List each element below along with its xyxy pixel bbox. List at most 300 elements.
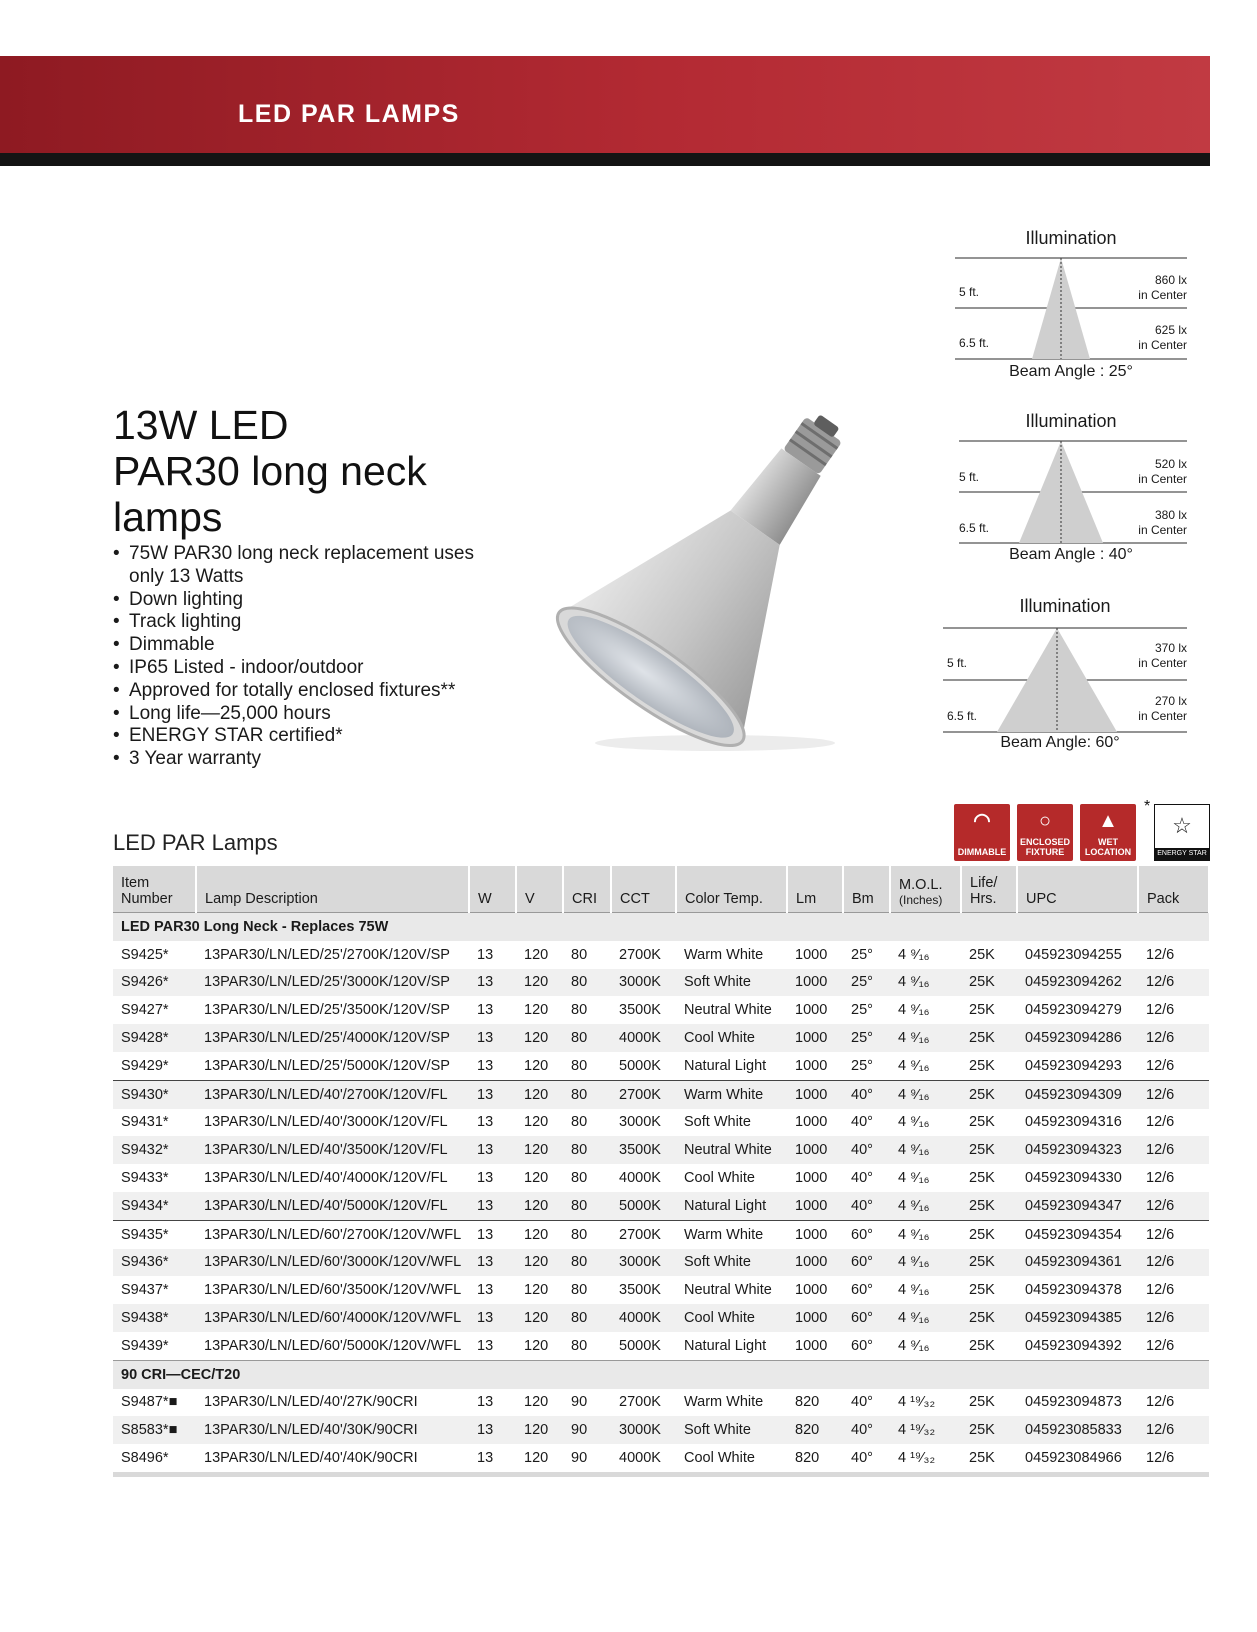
table-cell: 045923094354 <box>1017 1220 1138 1248</box>
table-cell: 25K <box>961 1304 1017 1332</box>
header-label: Number <box>121 891 173 907</box>
table-cell: 25° <box>851 946 873 963</box>
table-cell: 13PAR30/LN/LED/40'/27K/90CRI <box>204 1394 418 1411</box>
table-cell: 12/6 <box>1138 969 1209 997</box>
table-cell: 4 ⁹⁄₁₆ <box>898 1057 930 1074</box>
table-row <box>113 1164 1209 1192</box>
distance-label: 6.5 ft. <box>959 521 990 535</box>
table-cell: 12/6 <box>1138 1416 1209 1444</box>
product-title-line: 13W LED <box>113 402 289 448</box>
table-cell: 045923094323 <box>1017 1136 1138 1164</box>
table-cell: 12/6 <box>1146 1114 1175 1131</box>
distance-label: 5 ft. <box>947 656 968 670</box>
table-cell: S8496* <box>113 1444 196 1474</box>
lux-value: 860 lx <box>1154 273 1187 287</box>
feature-item: • 3 Year warranty <box>113 748 493 771</box>
table-row <box>113 1192 1209 1220</box>
col-watts: W <box>469 866 516 913</box>
table-cell: 13PAR30/LN/LED/40'/40K/90CRI <box>196 1444 469 1474</box>
table-cell: S9426* <box>113 969 196 997</box>
lux-value: 380 lx <box>1154 508 1187 522</box>
lux-value: 625 lx <box>1154 323 1187 337</box>
table-cell: 3500K <box>619 1002 661 1019</box>
table-cell: 120 <box>524 1057 549 1074</box>
table-cell: 25K <box>961 969 1017 997</box>
col-color-temp: Color Temp. <box>676 866 787 913</box>
table-cell: 120 <box>516 1304 563 1332</box>
table-cell: 13 <box>477 1170 494 1187</box>
table-cell: 820 <box>795 1394 820 1411</box>
lux-center: in Center <box>1138 709 1187 723</box>
feature-item: • Track lighting <box>113 611 493 634</box>
table-cell: 80 <box>563 1024 611 1052</box>
illumination-diagram <box>943 596 1187 751</box>
table-cell: 25K <box>961 1220 1017 1248</box>
product-title-line: lamps <box>113 494 223 540</box>
table-cell: 1000 <box>787 1024 843 1052</box>
table-cell: 120 <box>516 969 563 997</box>
header-banner <box>0 56 1210 153</box>
col-pack: Pack <box>1138 866 1209 913</box>
col-cct: CCT <box>611 866 676 913</box>
table-cell: 12/6 <box>1146 1337 1175 1354</box>
table-cell: 13PAR30/LN/LED/25'/3000K/120V/SP <box>196 969 469 997</box>
table-cell: 13 <box>477 1114 494 1131</box>
dimmer-arc-icon: ◠ <box>973 810 991 832</box>
energy-star-badge <box>1154 804 1210 861</box>
table-cell: 13PAR30/LN/LED/40'/5000K/120V/FL <box>196 1192 469 1220</box>
table-cell: Soft White <box>684 1114 751 1131</box>
lamp-image <box>545 405 880 780</box>
table-cell: 4 ⁹⁄₁₆ <box>890 1220 961 1248</box>
table-cell: 1000 <box>795 1282 828 1299</box>
table-cell: 12/6 <box>1146 1057 1175 1074</box>
table-cell: 5000K <box>619 1057 661 1074</box>
table-cell: 3000K <box>611 969 676 997</box>
table-cell: S9425* <box>121 946 169 963</box>
table-cell: 25K <box>969 946 995 963</box>
table-cell: 25K <box>961 1136 1017 1164</box>
table-cell: 120 <box>516 1080 563 1108</box>
lux-label <box>1138 641 1187 671</box>
page-title: LED PAR LAMPS <box>238 100 460 128</box>
table-cell: Warm White <box>676 1220 787 1248</box>
table-cell: 80 <box>571 1057 588 1074</box>
table-row <box>113 1024 1209 1052</box>
distance-label: 5 ft. <box>959 285 980 299</box>
table-cell: 1000 <box>787 1220 843 1248</box>
table-cell: 80 <box>563 1192 611 1220</box>
table-cell: 045923094279 <box>1025 1002 1122 1019</box>
table-cell: 80 <box>571 1282 588 1299</box>
table-cell: Soft White <box>676 969 787 997</box>
table-cell: 12/6 <box>1146 1002 1175 1019</box>
badge-label-line: LOCATION <box>1084 847 1132 857</box>
table-cell: 80 <box>571 1170 588 1187</box>
table-cell: 1000 <box>787 1249 843 1277</box>
table-cell: 40° <box>851 1114 873 1131</box>
table-cell: 13 <box>469 1220 516 1248</box>
table-cell: S9433* <box>121 1170 169 1187</box>
table-cell: Warm White <box>684 946 764 963</box>
spec-table-body <box>113 913 1209 1475</box>
table-cell: Neutral White <box>684 1282 772 1299</box>
table-cell: 13PAR30/LN/LED/60'/3000K/120V/WFL <box>196 1249 469 1277</box>
illumination-title: Illumination <box>1019 596 1111 616</box>
table-cell: 40° <box>843 1136 890 1164</box>
table-cell: 25K <box>969 1002 995 1019</box>
table-title: LED PAR Lamps <box>113 830 278 855</box>
wet-location-badge <box>1080 804 1136 861</box>
table-cell: 13PAR30/LN/LED/60'/3500K/120V/WFL <box>204 1282 462 1299</box>
col-life <box>961 866 1017 913</box>
header-divider <box>0 153 1210 166</box>
header-label: Hrs. <box>970 891 997 907</box>
table-cell: 13 <box>477 946 494 963</box>
table-cell: S9427* <box>121 1002 169 1019</box>
table-cell: 4 ¹⁹⁄₃₂ <box>890 1444 961 1474</box>
table-cell: 40° <box>843 1416 890 1444</box>
table-cell: 120 <box>516 1444 563 1474</box>
table-cell: 25K <box>969 1337 995 1354</box>
beam-angle: Beam Angle : 40° <box>1009 546 1133 563</box>
feature-list <box>113 543 493 771</box>
table-cell: 80 <box>563 1080 611 1108</box>
table-cell: Warm White <box>684 1394 764 1411</box>
table-cell: Natural Light <box>676 1192 787 1220</box>
table-row <box>113 1416 1209 1444</box>
table-cell: 3500K <box>619 1282 661 1299</box>
table-cell: 13 <box>469 1080 516 1108</box>
table-cell: 045923094262 <box>1017 969 1138 997</box>
badge-label-line: WET <box>1098 837 1118 847</box>
col-volts: V <box>516 866 563 913</box>
table-cell: 4 ¹⁹⁄₃₂ <box>898 1394 936 1411</box>
table-cell: 90 <box>563 1416 611 1444</box>
table-cell: 4 ⁹⁄₁₆ <box>890 1024 961 1052</box>
badge-label: DIMMABLE <box>957 847 1007 857</box>
table-cell: 13 <box>477 1057 494 1074</box>
table-cell: 13PAR30/LN/LED/25'/5000K/120V/SP <box>204 1057 450 1074</box>
table-cell: 045923094286 <box>1017 1024 1138 1052</box>
table-cell: 12/6 <box>1138 1080 1209 1108</box>
table-cell: 12/6 <box>1146 1394 1175 1411</box>
table-cell: 3000K <box>619 1114 661 1131</box>
table-cell: 13PAR30/LN/LED/60'/4000K/120V/WFL <box>196 1304 469 1332</box>
badge-label-line: ENCLOSED <box>1019 837 1070 847</box>
distance-label: 6.5 ft. <box>947 709 978 723</box>
table-cell: S9436* <box>113 1249 196 1277</box>
col-upc: UPC <box>1017 866 1138 913</box>
table-group-row <box>113 1360 1209 1388</box>
table-cell: 40° <box>851 1394 873 1411</box>
table-cell: 25K <box>961 1080 1017 1108</box>
table-cell: 120 <box>524 1170 549 1187</box>
beam-angle: Beam Angle : 25° <box>1009 363 1133 380</box>
table-cell: 13 <box>477 1282 494 1299</box>
table-cell: 4000K <box>611 1024 676 1052</box>
table-cell: 25K <box>961 1024 1017 1052</box>
badge-label-line: FIXTURE <box>1025 847 1065 857</box>
table-cell: 2700K <box>611 1220 676 1248</box>
table-cell: 12/6 <box>1146 946 1175 963</box>
table-cell: 13PAR30/LN/LED/40'/30K/90CRI <box>196 1416 469 1444</box>
table-cell: Cool White <box>684 1170 755 1187</box>
table-cell: 120 <box>516 1249 563 1277</box>
lux-label <box>1138 273 1187 303</box>
table-cell: 25° <box>843 969 890 997</box>
table-cell: 13 <box>469 1136 516 1164</box>
lux-label <box>1138 323 1187 353</box>
col-lumens: Lm <box>787 866 843 913</box>
table-cell: 4 ⁹⁄₁₆ <box>890 1080 961 1108</box>
col-item-number <box>113 866 196 913</box>
table-cell: 80 <box>563 1304 611 1332</box>
table-cell: 120 <box>524 1337 549 1354</box>
table-cell: Natural Light <box>684 1337 767 1354</box>
table-cell: 13 <box>469 1192 516 1220</box>
table-cell: S9439* <box>121 1337 169 1354</box>
badge-asterisk: * <box>1144 798 1151 815</box>
feature-item: • Down lighting <box>113 589 493 612</box>
table-cell: Cool White <box>676 1304 787 1332</box>
header-label: Life/ <box>970 875 998 891</box>
table-cell: 1000 <box>787 1080 843 1108</box>
table-cell: 1000 <box>787 1304 843 1332</box>
table-cell: 13PAR30/LN/LED/40'/4000K/120V/FL <box>204 1170 448 1187</box>
table-cell: 13PAR30/LN/LED/40'/3500K/120V/FL <box>196 1136 469 1164</box>
table-cell: 4 ⁹⁄₁₆ <box>890 969 961 997</box>
table-cell: 13 <box>469 1304 516 1332</box>
table-cell: 60° <box>843 1304 890 1332</box>
table-cell: 12/6 <box>1138 1024 1209 1052</box>
table-cell: 80 <box>563 1249 611 1277</box>
table-cell: 4 ⁹⁄₁₆ <box>890 1136 961 1164</box>
col-beam: Bm <box>843 866 890 913</box>
table-cell: 1000 <box>787 969 843 997</box>
table-cell: 4 ⁹⁄₁₆ <box>898 1337 930 1354</box>
illumination-title: Illumination <box>1025 228 1117 248</box>
spec-table <box>113 866 1210 1477</box>
table-cell: 120 <box>524 1002 549 1019</box>
lux-center: in Center <box>1138 338 1187 352</box>
table-cell: 045923094361 <box>1017 1249 1138 1277</box>
table-cell: S9487*■ <box>121 1394 178 1411</box>
table-cell: 045923094385 <box>1017 1304 1138 1332</box>
feature-item: • ENERGY STAR certified* <box>113 725 493 748</box>
table-cell: 045923094330 <box>1025 1170 1122 1187</box>
table-row <box>113 1136 1209 1164</box>
feature-item: • Long life—25,000 hours <box>113 703 493 726</box>
table-header-row <box>113 866 1209 913</box>
table-cell: 60° <box>843 1249 890 1277</box>
table-cell: 4000K <box>611 1304 676 1332</box>
table-cell: Neutral White <box>676 1136 787 1164</box>
illumination-diagram <box>955 411 1187 561</box>
table-cell: 4 ¹⁹⁄₃₂ <box>890 1416 961 1444</box>
lux-center: in Center <box>1138 472 1187 486</box>
feature-item: • Dimmable <box>113 634 493 657</box>
feature-item: • Approved for totally enclosed fixtures** <box>113 680 493 703</box>
table-cell: S9438* <box>113 1304 196 1332</box>
table-row <box>113 1080 1209 1108</box>
table-cell: 12/6 <box>1138 1249 1209 1277</box>
table-cell: S9431* <box>121 1114 169 1131</box>
table-cell: 13 <box>477 1337 494 1354</box>
table-cell: 120 <box>524 1114 549 1131</box>
table-cell: 120 <box>516 1192 563 1220</box>
distance-label: 6.5 ft. <box>959 336 990 350</box>
table-cell: 045923094392 <box>1025 1337 1122 1354</box>
table-cell: 80 <box>563 1136 611 1164</box>
lux-value: 270 lx <box>1154 694 1187 708</box>
col-mol <box>890 866 961 913</box>
table-cell: 1000 <box>795 1002 828 1019</box>
bulb-icon: ○ <box>1038 810 1052 832</box>
table-cell: 5000K <box>611 1192 676 1220</box>
table-row <box>113 1276 1209 1304</box>
table-cell: 25° <box>843 1024 890 1052</box>
table-cell: S9430* <box>113 1080 196 1108</box>
table-cell: 80 <box>571 946 588 963</box>
table-cell: S8583*■ <box>113 1416 196 1444</box>
table-cell: 13 <box>477 1002 494 1019</box>
table-cell: S9434* <box>113 1192 196 1220</box>
table-cell: 40° <box>843 1080 890 1108</box>
enclosed-fixture-badge <box>1017 804 1073 861</box>
table-cell: 25K <box>969 1394 995 1411</box>
lux-label <box>1138 457 1187 487</box>
table-cell: 045923094873 <box>1025 1394 1122 1411</box>
table-cell: 045923094255 <box>1025 946 1122 963</box>
beam-diagram <box>955 228 1187 378</box>
table-cell: 60° <box>851 1282 873 1299</box>
table-cell: 3000K <box>611 1416 676 1444</box>
table-cell: 25K <box>961 1249 1017 1277</box>
beam-angle: Beam Angle: 60° <box>1000 734 1120 751</box>
table-cell: 25K <box>961 1416 1017 1444</box>
table-cell: 90 <box>571 1394 588 1411</box>
table-cell: 13PAR30/LN/LED/25'/3500K/120V/SP <box>204 1002 450 1019</box>
table-cell: 80 <box>571 1337 588 1354</box>
table-cell: 13 <box>469 1249 516 1277</box>
table-cell: 820 <box>787 1444 843 1474</box>
table-cell: 60° <box>843 1220 890 1248</box>
table-cell: 13 <box>477 1394 494 1411</box>
table-row <box>113 1249 1209 1277</box>
table-row <box>113 1109 1209 1137</box>
table-cell: 13 <box>469 969 516 997</box>
table-cell: 25° <box>851 1002 873 1019</box>
table-cell: 1000 <box>795 946 828 963</box>
table-cell: 120 <box>524 1282 549 1299</box>
energy-star-icon: ☆ <box>1172 813 1192 838</box>
table-cell: 60° <box>851 1337 873 1354</box>
feature-item: • IP65 Listed - indoor/outdoor <box>113 657 493 680</box>
table-cell: Neutral White <box>684 1002 772 1019</box>
table-row <box>113 996 1209 1024</box>
table-cell: 12/6 <box>1146 1170 1175 1187</box>
table-cell: 13 <box>469 1444 516 1474</box>
table-cell: 1000 <box>795 1170 828 1187</box>
table-cell: 3500K <box>611 1136 676 1164</box>
table-cell: 045923094316 <box>1025 1114 1122 1131</box>
table-cell: 40° <box>843 1192 890 1220</box>
table-cell: 25° <box>851 1057 873 1074</box>
table-cell: 13 <box>469 1416 516 1444</box>
table-cell: 1000 <box>787 1192 843 1220</box>
col-cri: CRI <box>563 866 611 913</box>
table-cell: S9437* <box>121 1282 169 1299</box>
table-cell: 1000 <box>787 1136 843 1164</box>
header-label: M.O.L. <box>899 877 943 893</box>
table-cell: 12/6 <box>1146 1282 1175 1299</box>
table-cell: 4 ⁹⁄₁₆ <box>890 1192 961 1220</box>
table-cell: 40° <box>851 1170 873 1187</box>
table-cell: 3000K <box>611 1249 676 1277</box>
table-cell: 13PAR30/LN/LED/40'/3000K/120V/FL <box>204 1114 448 1131</box>
table-row <box>113 1389 1209 1417</box>
col-description: Lamp Description <box>196 866 469 913</box>
table-cell: Soft White <box>676 1416 787 1444</box>
table-cell: 2700K <box>611 1080 676 1108</box>
lux-value: 520 lx <box>1154 457 1187 471</box>
table-cell: 120 <box>516 1136 563 1164</box>
table-cell: 12/6 <box>1138 1444 1209 1474</box>
table-cell: 820 <box>787 1416 843 1444</box>
illumination-title: Illumination <box>1025 411 1117 431</box>
table-cell: 1000 <box>795 1337 828 1354</box>
table-row <box>113 941 1209 969</box>
product-title <box>113 402 427 540</box>
lux-value: 370 lx <box>1154 641 1187 655</box>
table-cell: 2700K <box>619 1394 661 1411</box>
table-cell: 12/6 <box>1138 1192 1209 1220</box>
water-drop-icon: ▲ <box>1098 810 1118 832</box>
table-cell: 90 <box>563 1444 611 1474</box>
table-cell: 13PAR30/LN/LED/60'/5000K/120V/WFL <box>204 1337 462 1354</box>
table-cell: Soft White <box>676 1249 787 1277</box>
table-row <box>113 1444 1209 1474</box>
table-cell: 80 <box>563 969 611 997</box>
table-cell: 120 <box>524 1394 549 1411</box>
table-cell: 4 ⁹⁄₁₆ <box>898 1114 930 1131</box>
table-cell: 4000K <box>619 1170 661 1187</box>
lux-label <box>1138 508 1187 538</box>
table-cell: 12/6 <box>1138 1136 1209 1164</box>
table-row <box>113 969 1209 997</box>
feature-item: • 75W PAR30 long neck replacement uses only 13 Watts <box>113 543 493 589</box>
table-cell: 25K <box>961 1192 1017 1220</box>
table-cell: 045923094309 <box>1017 1080 1138 1108</box>
table-cell: 25K <box>969 1282 995 1299</box>
table-cell: 13 <box>469 1024 516 1052</box>
badge-label <box>1017 837 1073 857</box>
table-cell: 25K <box>969 1114 995 1131</box>
lux-center: in Center <box>1138 288 1187 302</box>
table-cell: 25K <box>969 1170 995 1187</box>
table-cell: 12/6 <box>1138 1220 1209 1248</box>
group-title: 90 CRI—CEC/T20 <box>113 1360 1209 1388</box>
table-cell: S9435* <box>113 1220 196 1248</box>
table-row <box>113 1304 1209 1332</box>
product-title-line: PAR30 long neck <box>113 448 427 494</box>
table-cell: 045923084966 <box>1017 1444 1138 1474</box>
certification-badges <box>954 798 1210 861</box>
table-cell: 1000 <box>795 1057 828 1074</box>
header-label: (Inches) <box>899 893 943 907</box>
table-cell: 4000K <box>611 1444 676 1474</box>
